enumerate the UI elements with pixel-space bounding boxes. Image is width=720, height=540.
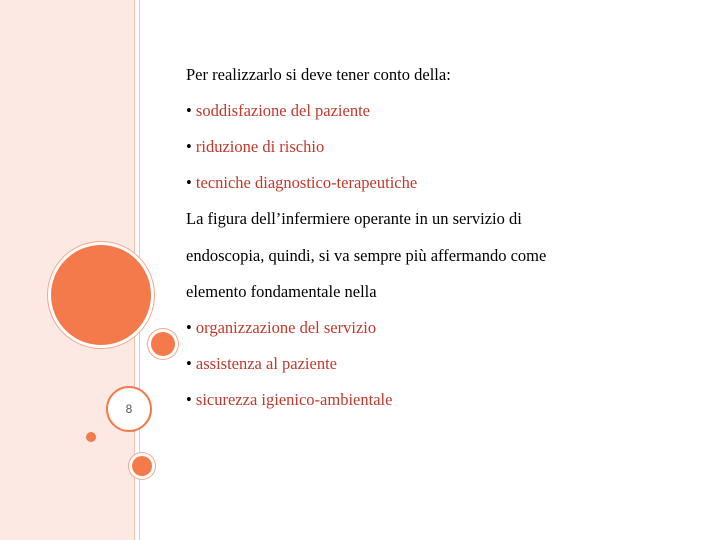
bullet-item-text: organizzazione del servizio: [195, 318, 377, 337]
bullet-marker: •: [186, 354, 192, 373]
decorative-large-circle: [51, 245, 151, 345]
bullet-item-text: soddisfazione del paziente: [195, 101, 371, 120]
bullet-marker: •: [186, 318, 192, 337]
bullet-marker: •: [186, 137, 192, 156]
decorative-small-circle: [151, 332, 175, 356]
bullet-item: [186, 101, 370, 121]
bullet-item: [186, 354, 337, 374]
intro-text: Per realizzarlo si deve tener conto della:: [186, 65, 451, 84]
page-number: 8: [106, 386, 152, 432]
decorative-small-circle: [132, 456, 152, 476]
bullet-item-text: assistenza al paziente: [195, 354, 338, 373]
bullet-item-text: sicurezza igienico-ambientale: [195, 390, 393, 409]
paragraph-text: endoscopia, quindi, si va sempre più affermando come: [186, 246, 547, 265]
bullet-item-text: tecniche diagnostico-terapeutiche: [195, 173, 418, 192]
bullet-marker: •: [186, 390, 192, 409]
bullet-item: [186, 137, 324, 157]
paragraph-text: La figura dell’infermiere operante in un servizio di: [186, 209, 522, 228]
bullet-marker: •: [186, 173, 192, 192]
bullet-item: [186, 318, 376, 338]
decorative-dot-circle: [86, 432, 96, 442]
bullet-item-text: riduzione di rischio: [195, 137, 325, 156]
bullet-marker: •: [186, 101, 192, 120]
bullet-item: [186, 173, 417, 193]
paragraph-text: elemento fondamentale nella: [186, 282, 377, 301]
bullet-item: [186, 390, 392, 410]
